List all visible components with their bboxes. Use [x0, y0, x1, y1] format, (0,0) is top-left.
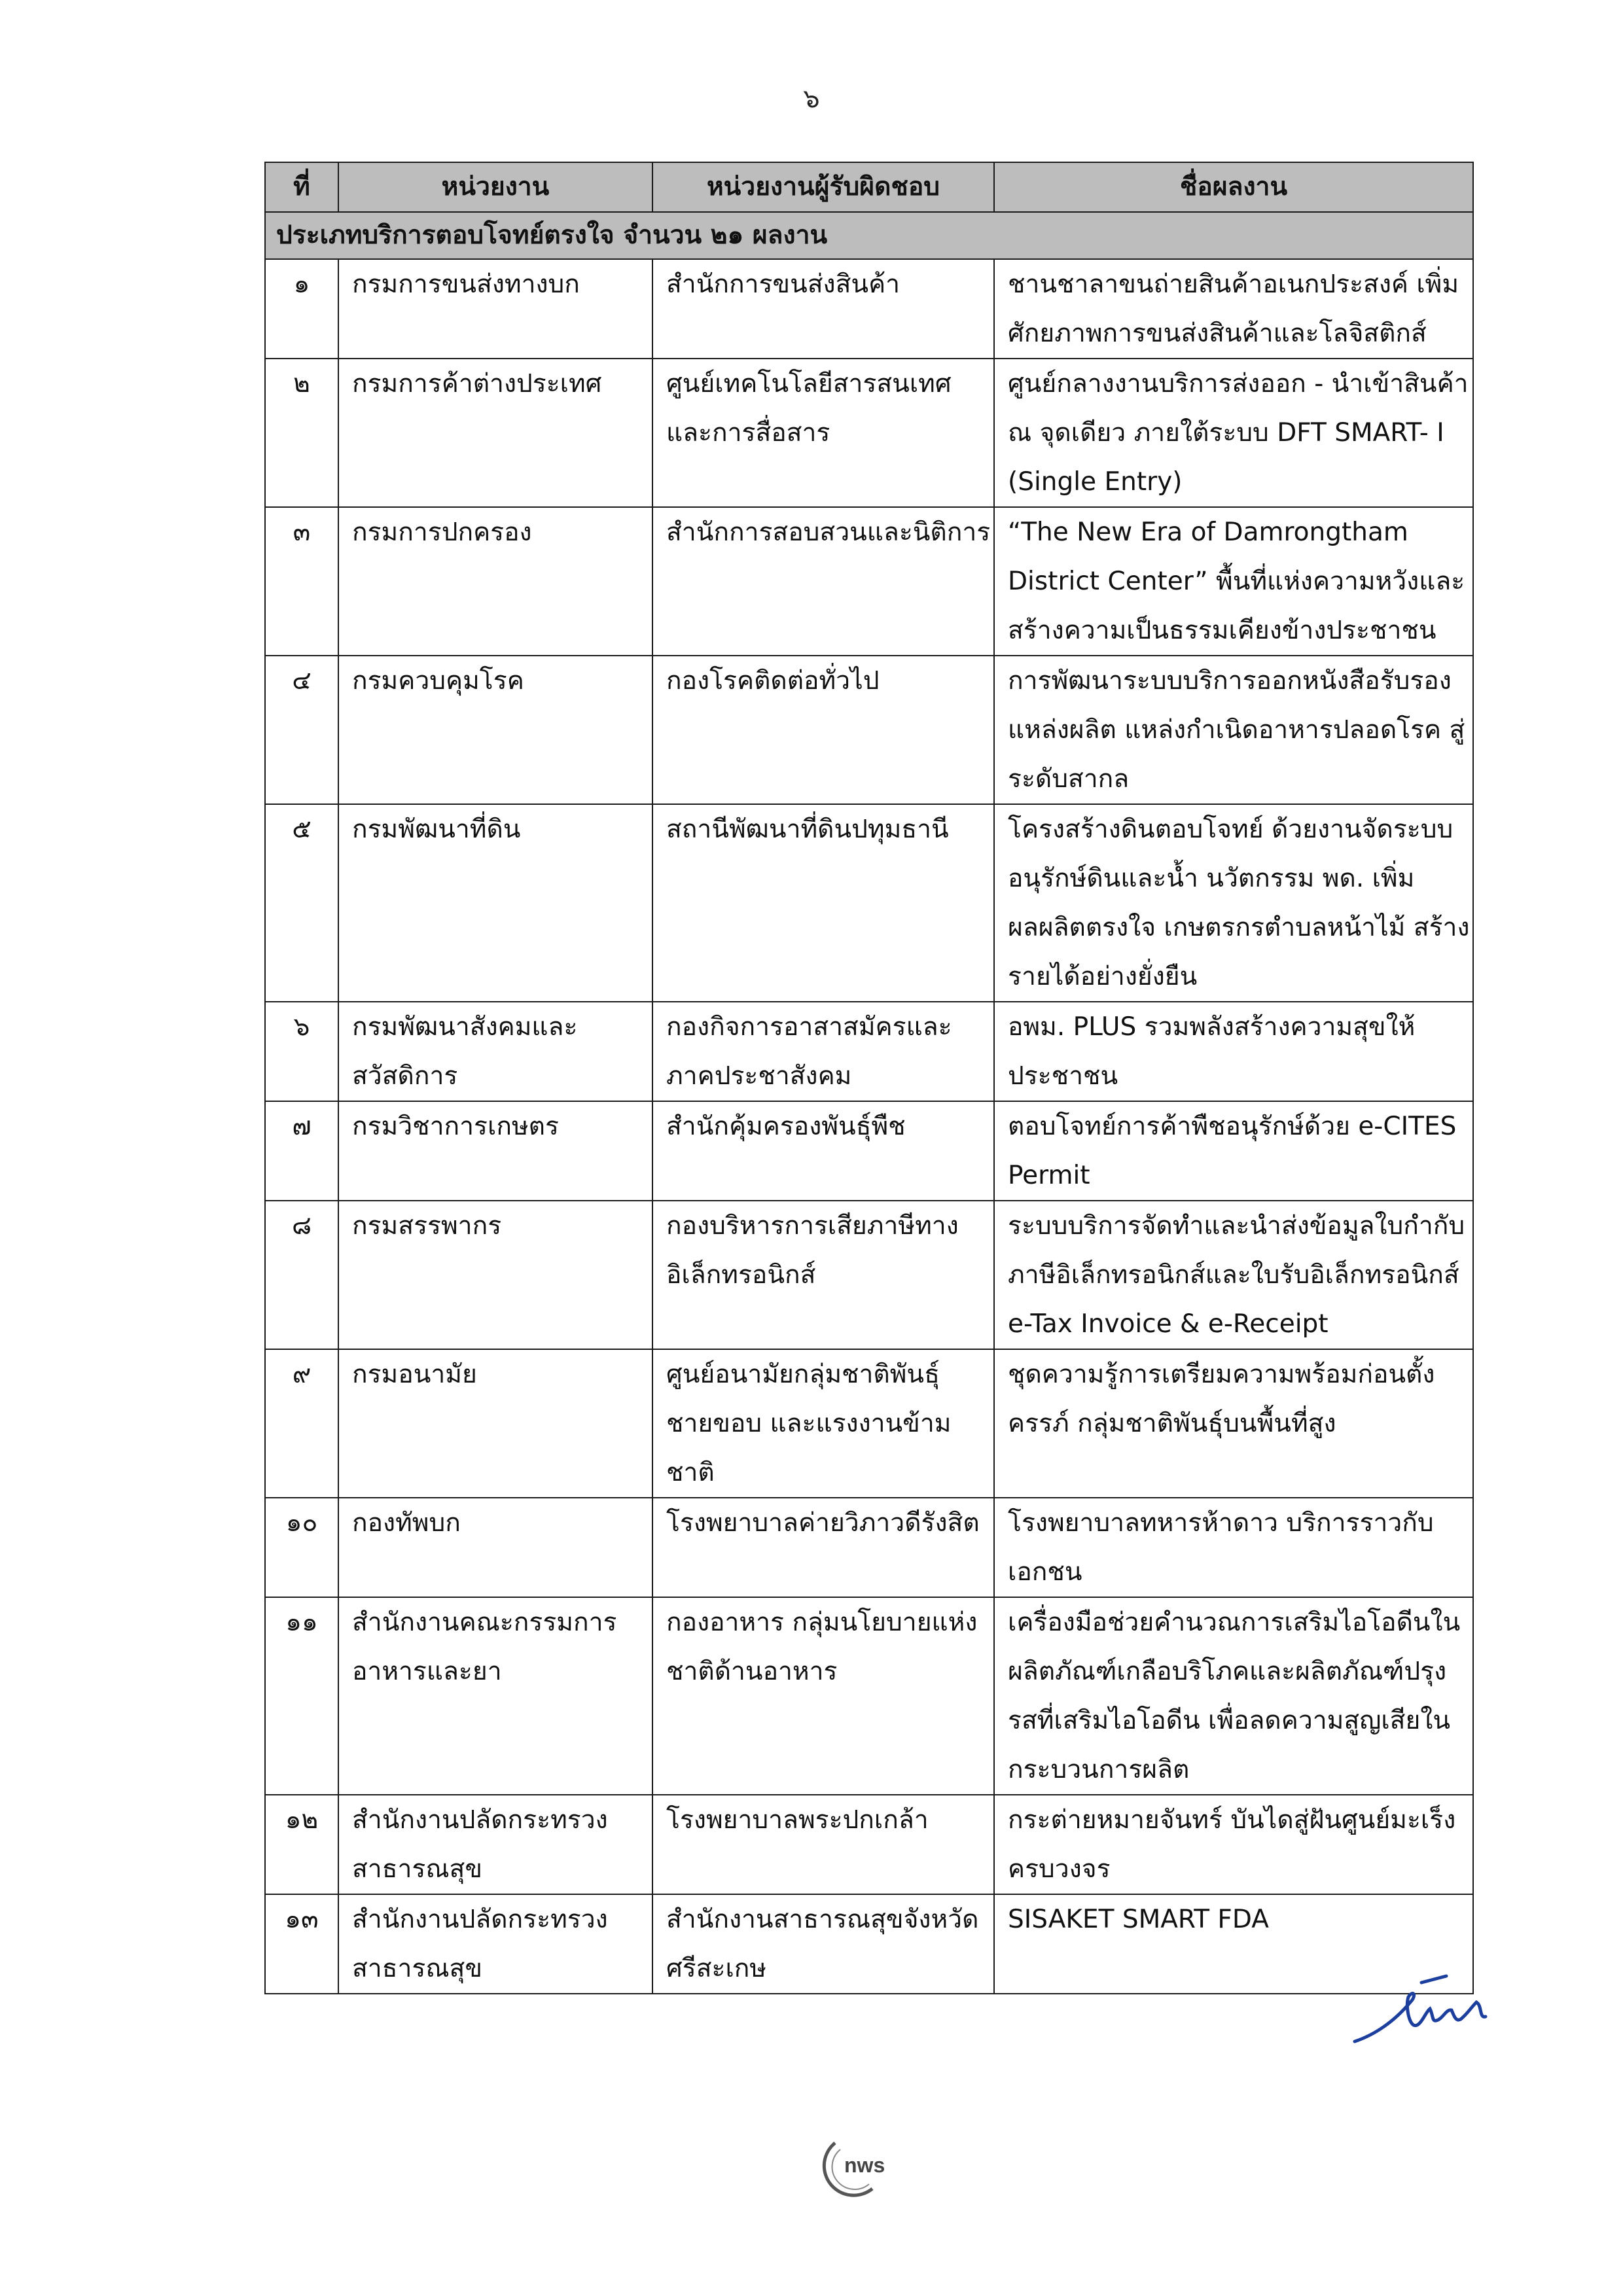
row-agency: สำนักงานปลัดกระทรวงสาธารณสุข [338, 1795, 652, 1894]
column-header-no: ที่ [265, 162, 338, 212]
row-title: ระบบบริการจัดทำและนำส่งข้อมูลใบกำกับภาษีอิเล็กทรอนิกส์และใบรับอิเล็กทรอนิกส์ e-Tax Invoice & e-Receipt [994, 1201, 1473, 1349]
row-number: ๑๓ [265, 1894, 338, 1994]
row-number: ๑ [265, 259, 338, 359]
table-row [265, 259, 1473, 359]
page-number: ๖ [803, 84, 820, 114]
row-agency: กรมสรรพากร [338, 1201, 652, 1349]
row-title: “The New Era of Damrongtham District Center” พื้นที่แห่งความหวังและสร้างความเป็นธรรมเคียงข้างประชาชน [994, 507, 1473, 656]
table-row [265, 1349, 1473, 1498]
row-agency: กองทัพบก [338, 1498, 652, 1597]
row-title: ชานชาลาขนถ่ายสินค้าอเนกประสงค์ เพิ่มศักยภาพการขนส่งสินค้าและโลจิสติกส์ [994, 259, 1473, 359]
row-unit: ศูนย์อนามัยกลุ่มชาติพันธุ์ ชายขอบ และแรงงานข้ามชาติ [652, 1349, 994, 1498]
row-agency: กรมวิชาการเกษตร [338, 1101, 652, 1201]
row-number: ๑๑ [265, 1597, 338, 1795]
column-header-title: ชื่อผลงาน [994, 162, 1473, 212]
row-unit: สำนักการสอบสวนและนิติการ [652, 507, 994, 656]
row-agency: กรมการขนส่งทางบก [338, 259, 652, 359]
nws-logo [810, 2133, 889, 2199]
table-row [265, 359, 1473, 507]
table-row [265, 1597, 1473, 1795]
table-row [265, 804, 1473, 1002]
row-agency: กรมการปกครอง [338, 507, 652, 656]
row-title: เครื่องมือช่วยคำนวณการเสริมไอโอดีนในผลิตภัณฑ์เกลือบริโภคและผลิตภัณฑ์ปรุงรสที่เสริมไอโอดีน เพื่อลดความสูญเสียในกระบวนการผลิต [994, 1597, 1473, 1795]
row-agency: กรมพัฒนาที่ดิน [338, 804, 652, 1002]
row-title: ศูนย์กลางงานบริการส่งออก - นำเข้าสินค้า ณ จุดเดียว ภายใต้ระบบ DFT SMART- I (Single Entry) [994, 359, 1473, 507]
row-unit: โรงพยาบาลค่ายวิภาวดีรังสิต [652, 1498, 994, 1597]
row-title: SISAKET SMART FDA [994, 1894, 1473, 1994]
row-number: ๘ [265, 1201, 338, 1349]
row-number: ๑๒ [265, 1795, 338, 1894]
column-header-unit: หน่วยงานผู้รับผิดชอบ [652, 162, 994, 212]
table-row [265, 1795, 1473, 1894]
row-number: ๙ [265, 1349, 338, 1498]
row-number: ๖ [265, 1002, 338, 1101]
table-row [265, 1002, 1473, 1101]
row-title: โครงสร้างดินตอบโจทย์ ด้วยงานจัดระบบอนุรักษ์ดินและน้ำ นวัตกรรม พด. เพิ่มผลผลิตตรงใจ เกษตรกรตำบลหน้าไม้ สร้างรายได้อย่างยั่งยืน [994, 804, 1473, 1002]
table-row [265, 1894, 1473, 1994]
row-number: ๒ [265, 359, 338, 507]
row-title: กระต่ายหมายจันทร์ บันไดสู่ฝันศูนย์มะเร็งครบวงจร [994, 1795, 1473, 1894]
row-agency: สำนักงานคณะกรรมการอาหารและยา [338, 1597, 652, 1795]
row-unit: กองกิจการอาสาสมัครและภาคประชาสังคม [652, 1002, 994, 1101]
row-number: ๗ [265, 1101, 338, 1201]
row-unit: สำนักคุ้มครองพันธุ์พืช [652, 1101, 994, 1201]
row-agency: สำนักงานปลัดกระทรวงสาธารณสุข [338, 1894, 652, 1994]
row-title: การพัฒนาระบบบริการออกหนังสือรับรองแหล่งผลิต แหล่งกำเนิดอาหารปลอดโรค สู่ระดับสากล [994, 656, 1473, 804]
table-header-row [265, 162, 1473, 212]
signature [1348, 1956, 1512, 2055]
row-number: ๕ [265, 804, 338, 1002]
row-title: ตอบโจทย์การค้าพืชอนุรักษ์ด้วย e-CITES Permit [994, 1101, 1473, 1201]
row-number: ๓ [265, 507, 338, 656]
row-unit: สำนักการขนส่งสินค้า [652, 259, 994, 359]
logo-text: nws [844, 2153, 885, 2177]
row-unit: สำนักงานสาธารณสุขจังหวัดศรีสะเกษ [652, 1894, 994, 1994]
row-title: โรงพยาบาลทหารห้าดาว บริการราวกับเอกชน [994, 1498, 1473, 1597]
table-row [265, 656, 1473, 804]
row-agency: กรมพัฒนาสังคมและสวัสดิการ [338, 1002, 652, 1101]
row-unit: โรงพยาบาลพระปกเกล้า [652, 1795, 994, 1894]
table-row [265, 1498, 1473, 1597]
row-number: ๔ [265, 656, 338, 804]
category-row [265, 212, 1473, 259]
row-agency: กรมควบคุมโรค [338, 656, 652, 804]
table-row [265, 1101, 1473, 1201]
column-header-agency: หน่วยงาน [338, 162, 652, 212]
row-agency: กรมอนามัย [338, 1349, 652, 1498]
row-unit: กองอาหาร กลุ่มนโยบายแห่งชาติด้านอาหาร [652, 1597, 994, 1795]
table-row [265, 507, 1473, 656]
row-unit: กองบริหารการเสียภาษีทางอิเล็กทรอนิกส์ [652, 1201, 994, 1349]
row-title: อพม. PLUS รวมพลังสร้างความสุขให้ประชาชน [994, 1002, 1473, 1101]
table-row [265, 1201, 1473, 1349]
row-title: ชุดความรู้การเตรียมความพร้อมก่อนตั้งครรภ์ กลุ่มชาติพันธุ์บนพื้นที่สูง [994, 1349, 1473, 1498]
row-unit: สถานีพัฒนาที่ดินปทุมธานี [652, 804, 994, 1002]
awards-table [264, 162, 1474, 1994]
row-unit: ศูนย์เทคโนโลยีสารสนเทศและการสื่อสาร [652, 359, 994, 507]
row-unit: กองโรคติดต่อทั่วไป [652, 656, 994, 804]
row-agency: กรมการค้าต่างประเทศ [338, 359, 652, 507]
category-label: ประเภทบริการตอบโจทย์ตรงใจ จำนวน ๒๑ ผลงาน [265, 212, 1473, 259]
row-number: ๑๐ [265, 1498, 338, 1597]
